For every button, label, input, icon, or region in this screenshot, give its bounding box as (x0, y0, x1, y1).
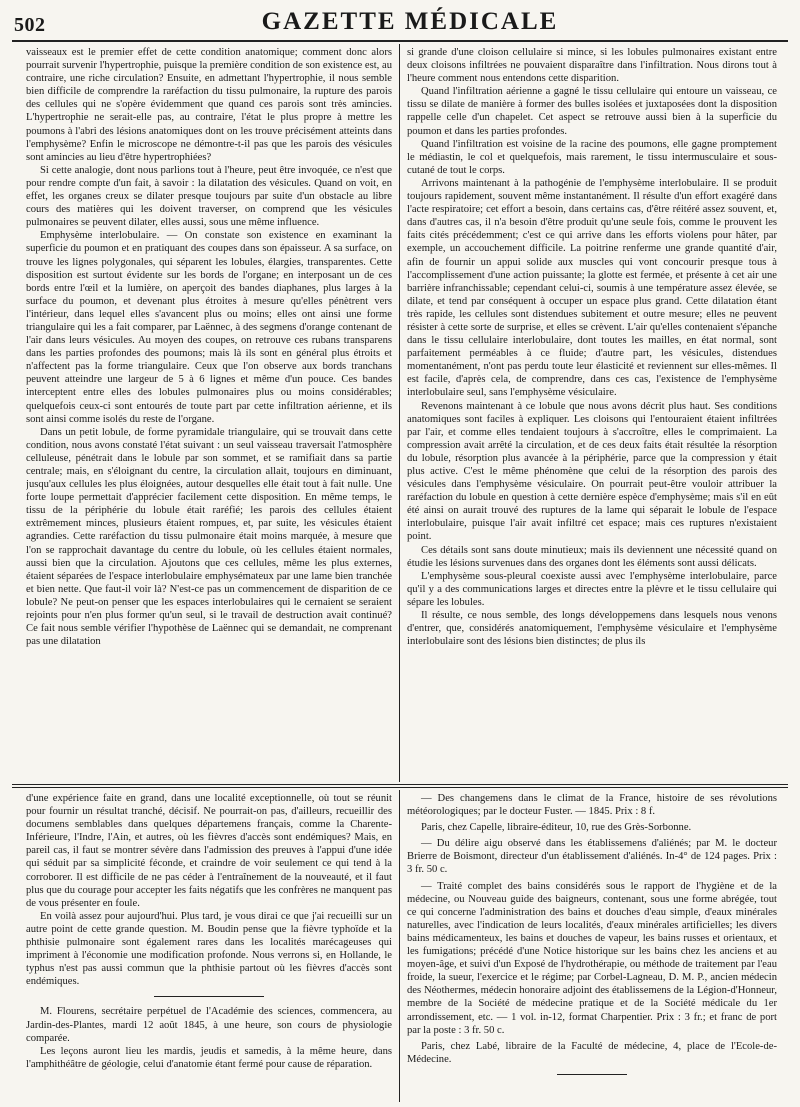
section-rule-top (12, 784, 788, 785)
book-notice: — Des changemens dans le climat de la France, histoire de ses révolutions météorologiques; par le docteur Fuster. — 1845. Prix : 8 f. (407, 793, 777, 818)
masthead-title: GAZETTE MÉDICALE (261, 8, 559, 35)
paragraph: Ces détails sont sans doute minutieux; mais ils deviennent une nécessité quand on étudie les lésions survenues dans des organes dont les éléments sont aussi délicats. (407, 544, 777, 569)
separator-rule (154, 996, 264, 997)
paragraph: Quand l'infiltration est voisine de la racine des poumons, elle gagne promptement le médiastin, le col et quelquefois, mais rarement, le tissu intermusculaire et sous-cutané de tout le corps. (407, 138, 777, 176)
publisher-line: Paris, chez Capelle, libraire-éditeur, 10, rue des Grès-Sorbonne. (421, 822, 692, 834)
header-rule (12, 40, 788, 42)
upper-left-column (26, 46, 392, 782)
paragraph: si grande d'une cloison cellulaire si mince, si les lobules pulmonaires existant entre deux cloisons infiltrées ne pouvaient disparaître dans l'infiltration. Nous dirons tout à l'heure comment nous entendons cette disparition. (407, 47, 777, 85)
page-number: 502 (14, 14, 46, 36)
paragraph: Revenons maintenant à ce lobule que nous avons décrit plus haut. Ses conditions anatomiques sont faciles à expliquer. Les cloisons qui l'entouraient étaient infiltrées par l'air, et comme elles tendaient toujours à s'accroître, elles le comprimaient. La compression avait arrêté la circulation, et de ces deux faits était résultée la résorption du lobule, résorption plus avancée à la périphérie, parce que la compression y était plus active. C'est le même phénomène que celui de la résorption des parois des vésicules dans l'emphysème vésiculaire. On pourrait peut-être vouloir attribuer la raréfaction du lobule en question à cette dernière espèce d'emphysème; mais s'il en eût été ainsi on aurait trouvé des ruptures de la lame qui séparait le lobule de l'espace interlobulaire, puisque l'air avait infiltré cet espace; mais ces ruptures n'existaient point. (407, 400, 777, 543)
paragraph: Arrivons maintenant à la pathogénie de l'emphysème interlobulaire. Il se produit toujours rapidement, souvent même instantanément. Il résulte d'un effort exagéré dans l'acte respiratoire; cet effort a besoin, dans certains cas, d'être réitéré assez souvent, et, dans d'autres cas, il n'a besoin d'être produit qu'une seule fois, comme le prouvent les faits cités précédemment; c'est ce qui arrive dans les efforts violens pour hâter, par exemple, un accouchement difficile. La poitrine renferme une grande quantité d'air, afin de fournir un appui solide aux muscles qui vont concourir presque tous à l'accomplissement d'une action puissante; la glotte est fermée, et présente à cet air une barrière infranchissable; cependant celui-ci, soumis à une température assez élevée, se dilate, et tend par conséquent à occuper un espace plus grand. Cette dilatation étant très rapide, les cellules sont distendues subitement et outre mesure; elles ne peuvent résister à cette sorte de surprise, et elles se crèvent. L'air qu'elles contenaient s'épanche dans le tissu cellulaire interlobulaire, dont toutes les mailles, en état normal, sont parfaitement perméables à ce fluide; d'autre part, les vésicules, distendues momentanément, n'ont pas perdu toute leur élasticité et reviennent sur elles-mêmes. Il est facile, d'après cela, de comprendre, dans ces cas, l'existence de l'emphysème interlobulaire seul, sans l'emphysème vésiculaire. (407, 177, 777, 399)
paragraph: Emphysème interlobulaire. — On constate son existence en examinant la superficie du poumon et en pratiquant des coupes dans son épaisseur. A sa surface, on trouve les lignes polygonales, qui séparent les lobules, élargies, transparentes. Cette disposition est surtout évidente sur les bords de l'organe; en interposant un de ces bords entre l'œil et la lumière, on aperçoit des bandes diaphanes, plus larges à la surface du poumon, et devenant plus étroites à mesure qu'elles pénètrent vers l'intérieur, dans lequel elles s'avancent plus ou moins; elles ont ainsi une forme triangulaire qui les a fait comparer, par Laënnec, à des segmens d'orange contenant de l'air dans leurs vésicules. Au moyen des coupes, on retrouve ces rubans transparens dans les parties profondes des poumons; mais là ils sont en général plus étroits et n'affectent pas la forme triangulaire. Ceux que l'on observe aux bords tranchans peuvent atteindre une largeur de 5 à 6 lignes et même d'un pouce. Ces bandes interceptent entre elles des lobules pulmonaires plus ou moins considérables; quelquefois ceux-ci sont entourés de toute part par cette infiltration aérienne, et ils sont ainsi comme isolés du reste de l'organe. (26, 230, 392, 425)
upper-column-divider (399, 44, 400, 782)
paragraph: d'une expérience faite en grand, dans une localité exceptionnelle, où tout se réunit pour fournir un résultat tranché, décisif. Ne pourrait-on pas, d'ailleurs, recueillir des documens semblables dans quelques départemens français, comme la Charente-Inférieure, l'Indre, l'Ain, et autres, où les fièvres d'accès sont endémiques? Mais, en pareil cas, il faut se montrer sévère dans l'admission des preuves à l'appui d'une idée qui séduit par sa simplicité féconde, et craindre de voir seulement ce qui tend à la corroborer. Il est difficile de ne pas céder à l'entraînement de la nouveauté, et il faut plus que du courage pour accepter les faits négatifs que les confrères ne manquent pas de vous présenter en foule. (26, 793, 392, 909)
paragraph: L'emphysème sous-pleural coexiste aussi avec l'emphysème interlobulaire, parce qu'il y a des communications larges et directes entre la plèvre et le tissu cellulaire qui sépare les lobules. (407, 570, 777, 608)
separator-rule (557, 1074, 627, 1075)
upper-right-column (407, 46, 777, 782)
publisher-line: Paris, chez Labé, libraire de la Faculté de médecine, 4, place de l'Ecole-de-Médecine. (407, 1040, 777, 1065)
announcement-paragraph: Les leçons auront lieu les mardis, jeudis et samedis, à la même heure, dans l'amphithéâtre de géologie, celui d'anatomie étant fermé pour cause de réparation. (26, 1045, 392, 1070)
book-notice: — Du délire aigu observé dans les établissemens d'aliénés; par M. le docteur Brierre de Boismont, directeur d'un établissement d'aliénés. In-4° de 124 pages. Prix : 3 fr. 50 c. (407, 838, 777, 876)
announcement-paragraph: M. Flourens, secrétaire perpétuel de l'Académie des sciences, commencera, au Jardin-des-Plantes, mardi 12 août 1845, à une heure, son cours de physiologie comparée. (26, 1006, 392, 1044)
lower-column-divider (399, 790, 400, 1102)
paragraph: Dans un petit lobule, de forme pyramidale triangulaire, qui se trouvait dans cette condition, nous avons constaté l'état suivant : un seul vaisseau traversait l'atmosphère celluleuse, pénétrait dans le lobule par son sommet, et se ramifiait dans sa partie centrale; mais, en s'éloignant du centre, la circulation allait, toujours en diminuant, jusqu'aux cellules les plus éloignées, autour desquelles elle était tout à fait nulle. Une forte loupe permettait d'apprécier facilement cette disposition. En même temps, le tissu de la périphérie du lobule était raréfié; les parois des cellules étaient extrêmement minces, plusieurs étaient rompues, et, par suite, les vésicules étaient agrandies. Cette raréfaction du tissu pulmonaire était moins marquée, à mesure que l'on se rapprochait davantage du centre du lobule, où les cellules étaient normales, aussi bien que la circulation. Ajoutons que ces cellules, même les plus externes, étaient séparées de l'espace interlobulaire emphysémateux par une lame bien tranchée et bien nette. Que faut-il voir là? N'est-ce pas un commencement de disparition de ce lobule? Ne peut-on penser que les espaces interlobulaires qui le cernaient se seraient rejoints pour n'en plus former qu'un seul, si le travail de destruction avait continué? Ce fait nous semble vérifier l'hypothèse de Laënnec qui se demandait, ne comprenant pas une dilatation (26, 426, 392, 648)
paragraph: En voilà assez pour aujourd'hui. Plus tard, je vous dirai ce que j'ai recueilli sur un autre point de cette grande question. M. Boudin pense que la fièvre typhoïde et la phthisie pulmonaire sont également rares dans les localités marécageuses qui impriment à l'économie une modification profonde. Nous verrons si, en Hollande, le typhus n'est pas aussi commun que la phthisie partout où les fièvres d'accès sont endémiques. (26, 910, 392, 988)
book-notice: — Traité complet des bains considérés sous le rapport de l'hygiène et de la médecine, ou Nouveau guide des baigneurs, contenant, sous une forme abrégée, tout ce qui concerne l'administration des bains et douches d'eau simple, d'eaux minérales naturelles, avec l'indication de leurs localités, d'eaux minérales artificielles; les divers bains médicamenteux, les bains et douches de vapeur, les bains russes et orientaux, et les fumigations; précédé d'une Notice historique sur les bains chez les anciens et au moyen-âge, et suivi d'un Exposé de l'hydrothérapie, ou méthode de traitement par l'eau froide, la sueur, l'exercice et le régime; par Corbel-Lagneau, D. M. P., ancien médecin des Néothermes, médecin honoraire adjoint des établissemens de la Légion-d'Honneur, membre de la Société de médecine pratique et de la Société médicale du 1er arrondissement, etc. — 1 vol. in-12, format Charpentier. Prix : 3 fr.; et franc de port par la poste : 3 fr. 50 c. (407, 880, 777, 1036)
lower-left-column (26, 792, 392, 1102)
section-rule-bottom (12, 787, 788, 788)
lower-right-column (407, 792, 777, 1102)
paragraph: Quand l'infiltration aérienne a gagné le tissu cellulaire qui entoure un vaisseau, ce tissu se dilate de manière à former des bulles isolées et juxtaposées dont la disposition rappelle celle d'un chapelet. Cet aspect se retrouve aussi bien à la superficie du poumon et dans les parties profondes. (407, 86, 777, 137)
paragraph: vaisseaux est le premier effet de cette condition anatomique; comment donc alors pourrait survenir l'hypertrophie, puisque la première condition de son existence est, au contraire, une riche circulation? Ensuite, en admettant l'hypertrophie, il nous semble bien difficile de comprendre la raréfaction du tissu pulmonaire, la rupture des parois des cellules qui ne s'opère évidemment que quand ces parois sont très amincies. L'hypertrophie ne serait-elle pas, au contraire, l'état le plus propre à mettre les poumons à l'abri des lésions anatomiques dont on les trouve précisément atteints dans l'emphysème? Enfin le microscope ne démontre-t-il pas que les parois des vésicules sont amincies au lieu d'être hypertrophiées? (26, 47, 392, 163)
paragraph: Il résulte, ce nous semble, des longs développemens dans lesquels nous venons d'entrer, que, considérés anatomiquement, l'emphysème vésiculaire et l'emphysème interlobulaire sont des lésions bien distinctes; de plus ils (407, 610, 777, 648)
paragraph: Si cette analogie, dont nous parlions tout à l'heure, peut être invoquée, ce n'est que pour rendre compte d'un fait, à savoir : la dilatation des vésicules. Quand on voit, en effet, les organes creux se dilater presque toujours par suite d'un obstacle au libre cours des matières qui les doivent traverser, on comprend que les vésicules pulmonaires se peuvent dilater, elles aussi, sous une même influence. (26, 164, 392, 229)
